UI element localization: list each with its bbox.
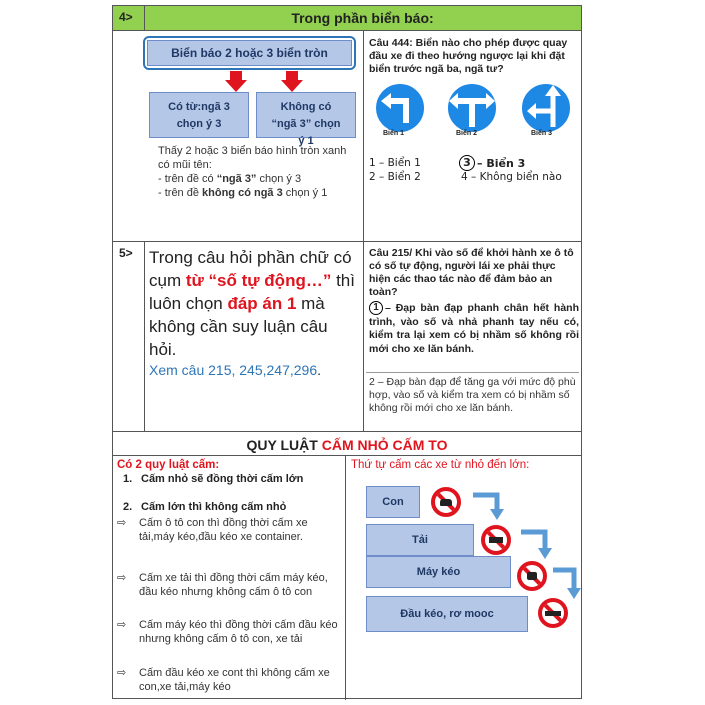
rule-list-item-1: 1. Cấm nhỏ sẽ đồng thời cấm lớn — [123, 473, 304, 485]
option-4: 4 – Không biển nào — [461, 171, 562, 183]
row5-number: 5> — [119, 246, 133, 260]
rule-bullet-3: ⇨ Cấm máy kéo thì đồng thời cấm đầu kéo nhưng không cấm ô tô con, xe tải — [117, 619, 338, 645]
no-trailer-sign-icon — [538, 598, 568, 628]
sign-3-straight-left-icon — [515, 81, 577, 135]
answer-divider — [366, 372, 579, 373]
sign-2-left-right-icon — [441, 81, 503, 135]
row4-header-title: Trong phần biển báo: — [291, 10, 434, 26]
document-table — [112, 5, 582, 699]
option-3-circled: 3 — [459, 155, 475, 171]
step-arrow-icon — [521, 528, 555, 560]
sign-rule-title: Biển báo 2 hoặc 3 biển tròn — [147, 40, 352, 66]
arrow-bullet-icon: ⇨ — [117, 572, 127, 584]
answer-2: 2 – Đạp bàn đạp để tăng ga với mức độ phù hợp, vào số và kiểm tra xem có bị nhầm số không rồi mới cho xe lăn bánh. — [369, 376, 576, 414]
rule-bullet-1: ⇨ Cấm ô tô con thì đồng thời cấm xe tải,máy kéo,đầu kéo xe container. — [117, 517, 308, 543]
sign-explanation — [158, 144, 358, 200]
red-down-arrow-icon — [281, 71, 303, 93]
rule-list-item-2: 2. Cấm lớn thì không cấm nhỏ — [123, 501, 287, 513]
sign-label-1: Biển 1 — [383, 130, 405, 137]
no-car-sign-icon — [431, 487, 461, 517]
no-truck-sign-icon — [481, 525, 511, 555]
red-down-arrow-icon — [225, 71, 247, 93]
rule-left-heading: Có 2 quy luật cấm: — [117, 459, 220, 471]
step-arrow-icon — [553, 566, 583, 600]
option-2: 2 – Biển 2 — [369, 171, 421, 183]
no-tractor-sign-icon — [517, 561, 547, 591]
sign-label-3: Biển 3 — [531, 130, 553, 137]
rule-right-heading: Thứ tự cấm các xe từ nhỏ đến lớn: — [351, 459, 530, 471]
vehicle-car-box: Con — [366, 486, 420, 518]
arrow-bullet-icon: ⇨ — [117, 667, 127, 679]
row4-number: 4> — [119, 10, 133, 24]
vehicle-tractor-box: Máy kéo — [366, 556, 511, 588]
see-questions-link: Xem câu 215, 245,247,296 — [149, 362, 318, 378]
vehicle-truck-box: Tải — [366, 524, 474, 556]
option-1: 1 – Biển 1 — [369, 157, 421, 169]
no-junction-box: Không có “ngã 3” chọn ý 1 — [256, 92, 356, 138]
question-444: Câu 444: Biển nào cho phép được quay đầu xe đi theo hướng ngược lại khi đặt biển trước ngã ba, ngã tư? — [369, 37, 568, 75]
step-arrow-icon — [473, 491, 507, 521]
question-215: Câu 215/ Khi vào số để khởi hành xe ô tô có số tự động, người lái xe phải thực hiện các thao tác nào để đảm bảo an toàn? — [369, 247, 574, 298]
sign-1-left-turn-icon — [369, 81, 431, 135]
sign-rule-title-box — [143, 36, 356, 70]
row5-tip: Trong câu hỏi phần chữ có cụm từ “số tự động…” thì luôn chọn đáp án 1 mà không cần suy luận câu hỏi. Xem câu 215, 245,247,296. — [149, 248, 355, 378]
arrow-bullet-icon: ⇨ — [117, 517, 127, 529]
explanation-line-3: - trên đề không có ngã 3 chọn ý 1 — [158, 187, 328, 199]
answer-1: – Đạp bàn đạp phanh chân hết hành trình, vào số và nhả phanh tay nếu có, kiểm tra lại xem có bị nhầm số không rồi mới cho xe lăn bánh. — [369, 302, 579, 355]
rule-bullet-4: ⇨ Cấm đầu kéo xe cont thì không cấm xe con,xe tải,máy kéo — [117, 667, 330, 693]
sign-label-2: Biển 2 — [456, 130, 478, 137]
arrow-bullet-icon: ⇨ — [117, 619, 127, 631]
rule-bullet-2: ⇨ Cấm xe tải thì đồng thời cấm máy kéo, đầu kéo nhưng không cấm ô tô con — [117, 572, 328, 598]
has-junction-box: Có từ:ngã 3 chọn ý 3 — [149, 92, 249, 138]
rule-title: QUY LUẬT CẤM NHỎ CẤM TO — [246, 437, 448, 453]
explanation-line-2: - trên đề có “ngã 3” chọn ý 3 — [158, 173, 302, 185]
explanation-line-1: Thấy 2 hoặc 3 biển báo hình tròn xanh có mũi tên: — [158, 145, 347, 171]
answer-1-circled: 1 — [369, 301, 383, 315]
vehicle-tractor-trailer-box: Đầu kéo, rơ mooc — [366, 596, 528, 632]
option-3: – Biển 3 — [477, 157, 526, 170]
